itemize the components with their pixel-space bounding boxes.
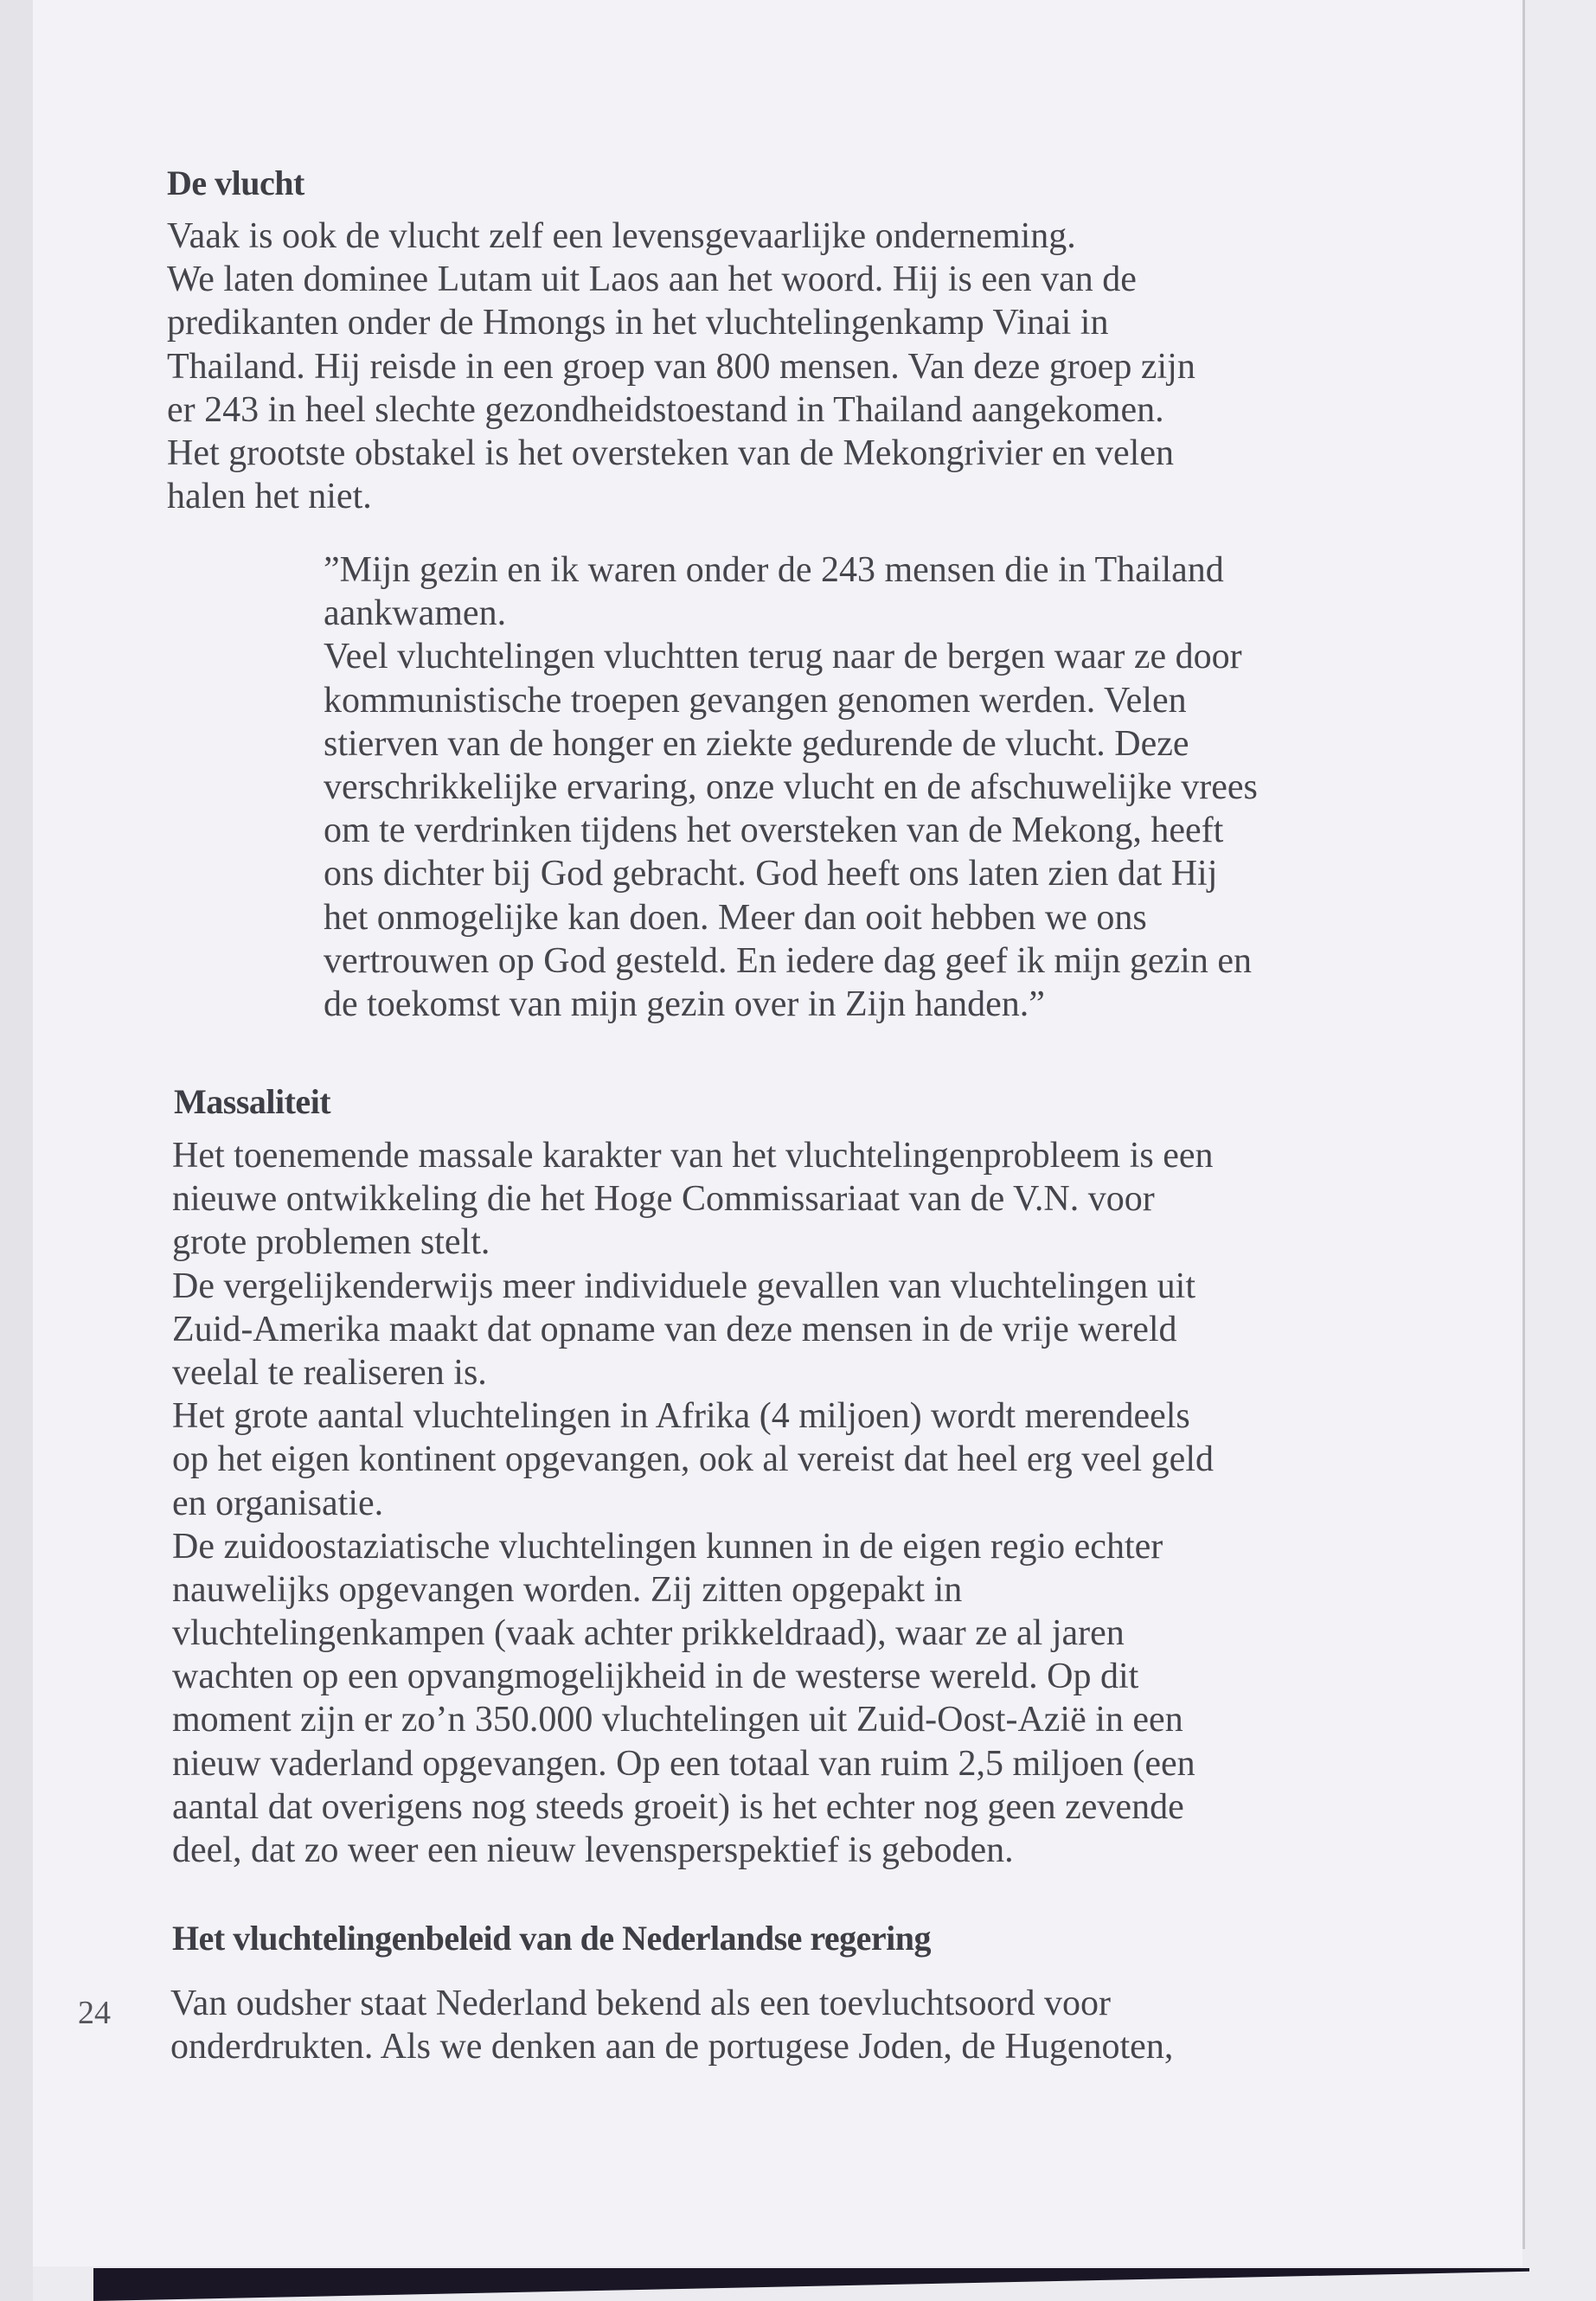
text-line: deel, dat zo weer een nieuw levensperspektief is geboden. bbox=[172, 1830, 1014, 1870]
section-heading-vluchtelingenbeleid: Het vluchtelingenbeleid van de Nederlandse regering bbox=[172, 1919, 932, 1958]
section-heading-massaliteit: Massaliteit bbox=[174, 1082, 331, 1121]
text-line: predikanten onder de Hmongs in het vluchtelingenkamp Vinai in bbox=[167, 303, 1109, 343]
text-line: moment zijn er zo’n 350.000 vluchtelingen uit Zuid-Oost-Azië in een bbox=[172, 1700, 1183, 1740]
text-line: Het grootste obstakel is het oversteken van de Mekongrivier en velen bbox=[167, 433, 1174, 473]
text-line: op het eigen kontinent opgevangen, ook al vereist dat heel erg veel geld bbox=[172, 1439, 1214, 1480]
text-line: vluchtelingenkampen (vaak achter prikkeldraad), waar ze al jaren bbox=[172, 1613, 1125, 1654]
paragraph-de-vlucht bbox=[167, 215, 1195, 518]
page-edge bbox=[1522, 0, 1525, 2249]
text-line: en organisatie. bbox=[172, 1483, 384, 1523]
section-heading-de-vlucht: De vlucht bbox=[167, 163, 304, 202]
text-line: wachten op een opvangmogelijkheid in de westerse wereld. Op dit bbox=[172, 1657, 1139, 1697]
quote-lutam bbox=[324, 548, 1258, 1026]
text-line: aankwamen. bbox=[324, 593, 507, 634]
text-line: verschrikkelijke ervaring, onze vlucht en de afschuwelijke vrees bbox=[324, 766, 1258, 807]
text-line: kommunistische troepen gevangen genomen werden. Velen bbox=[324, 680, 1187, 721]
text-line: halen het niet. bbox=[167, 477, 372, 517]
text-line: De vergelijkenderwijs meer individuele gevallen van vluchtelingen uit bbox=[172, 1266, 1196, 1306]
text-line: het onmogelijke kan doen. Meer dan ooit hebben we ons bbox=[324, 897, 1147, 938]
paragraph-vluchtelingenbeleid bbox=[170, 1982, 1173, 2068]
scan-shadow bbox=[93, 2268, 1529, 2301]
text-line: We laten dominee Lutam uit Laos aan het woord. Hij is een van de bbox=[167, 260, 1137, 300]
text-line: nauwelijks opgevangen worden. Zij zitten opgepakt in bbox=[172, 1569, 963, 1610]
text-line: Het grote aantal vluchtelingen in Afrika (4 miljoen) wordt merendeels bbox=[172, 1396, 1190, 1437]
text-line: nieuwe ontwikkeling die het Hoge Commissariaat van de V.N. voor bbox=[172, 1179, 1155, 1220]
text-line: Van oudsher staat Nederland bekend als een toevluchtsoord voor bbox=[170, 1984, 1111, 2023]
text-line: Veel vluchtelingen vluchtten terug naar de bergen waar ze door bbox=[324, 637, 1242, 677]
text-line: De zuidoostaziatische vluchtelingen kunnen in de eigen regio echter bbox=[172, 1526, 1163, 1567]
scan-margin bbox=[0, 0, 33, 2301]
text-line: de toekomst van mijn gezin over in Zijn handen.” bbox=[324, 984, 1045, 1024]
text-line: ons dichter bij God gebracht. God heeft ons laten zien dat Hij bbox=[324, 854, 1218, 894]
text-line: om te verdrinken tijdens het oversteken van de Mekong, heeft bbox=[324, 811, 1224, 851]
text-line: veelal te realiseren is. bbox=[172, 1352, 487, 1393]
text-line: nieuw vaderland opgevangen. Op een totaal van ruim 2,5 miljoen (een bbox=[172, 1743, 1195, 1784]
text-line: stierven van de honger en ziekte gedurende de vlucht. Deze bbox=[324, 723, 1189, 764]
text-line: Het toenemende massale karakter van het vluchtelingenprobleem is een bbox=[172, 1136, 1214, 1176]
text-line: Zuid-Amerika maakt dat opname van deze mensen in de vrije wereld bbox=[172, 1309, 1177, 1349]
text-line: er 243 in heel slechte gezondheidstoestand in Thailand aangekomen. bbox=[167, 389, 1164, 430]
text-line: grote problemen stelt. bbox=[172, 1222, 490, 1263]
paragraph-massaliteit bbox=[172, 1134, 1214, 1872]
page-number: 24 bbox=[78, 1995, 111, 2031]
text-line: Thailand. Hij reisde in een groep van 800 mensen. Van deze groep zijn bbox=[167, 346, 1195, 387]
text-line: onderdrukten. Als we denken aan de portugese Joden, de Hugenoten, bbox=[170, 2027, 1174, 2067]
text-line: ”Mijn gezin en ik waren onder de 243 mensen die in Thailand bbox=[324, 550, 1224, 590]
text-line: vertrouwen op God gesteld. En iedere dag geef ik mijn gezin en bbox=[324, 940, 1252, 981]
text-line: aantal dat overigens nog steeds groeit) is het echter nog geen zevende bbox=[172, 1786, 1184, 1827]
text-line: Vaak is ook de vlucht zelf een levensgevaarlijke onderneming. bbox=[167, 216, 1076, 256]
